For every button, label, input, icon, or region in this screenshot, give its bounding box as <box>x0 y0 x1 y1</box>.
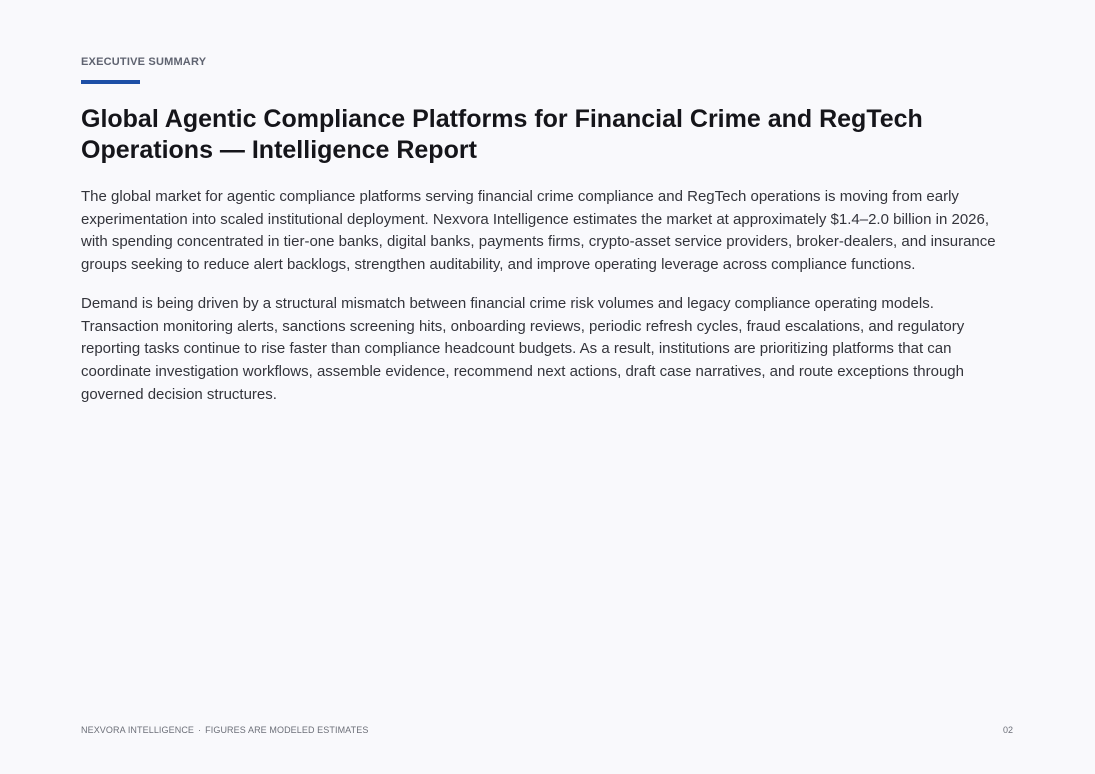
footer-disclaimer: FIGURES ARE MODELED ESTIMATES <box>205 725 369 735</box>
page-number: 02 <box>1002 725 1013 735</box>
footer-separator: · <box>198 725 202 735</box>
summary-body <box>81 186 1011 422</box>
summary-paragraph-2: Demand is being driven by a structural mismatch between financial crime risk volumes and legacy compliance operating models. Transaction monitoring alerts, sanctions screening hits, onboarding reviews, periodic refresh cycles, fraud escalations, and regulatory reporting tasks continue to rise faster than compliance headcount budgets. As a result, institutions are prioritizing platforms that can coordinate investigation workflows, assemble evidence, recommend next actions, draft case narratives, and route exceptions through governed decision structures. <box>81 294 965 403</box>
footer-brand: NEXVORA INTELLIGENCE <box>81 725 195 735</box>
page-title: Global Agentic Compliance Platforms for Financial Crime and RegTech Operations — Intelligence Report <box>81 105 923 164</box>
report-page <box>81 0 1015 774</box>
accent-bar <box>81 80 140 84</box>
footer-note <box>81 725 368 735</box>
summary-paragraph-1: The global market for agentic compliance platforms serving financial crime compliance and RegTech operations is moving from early experimentation into scaled institutional deployment. Nexvora Intelligence estimates the market at approximately $1.4–2.0 billion in 2026, with spending concentrated in tier-one banks, digital banks, payments firms, crypto-asset service providers, broker-dealers, and insurance groups seeking to reduce alert backlogs, strengthen auditability, and improve operating leverage across compliance functions. <box>81 188 996 274</box>
section-eyebrow: EXECUTIVE SUMMARY <box>81 56 207 68</box>
